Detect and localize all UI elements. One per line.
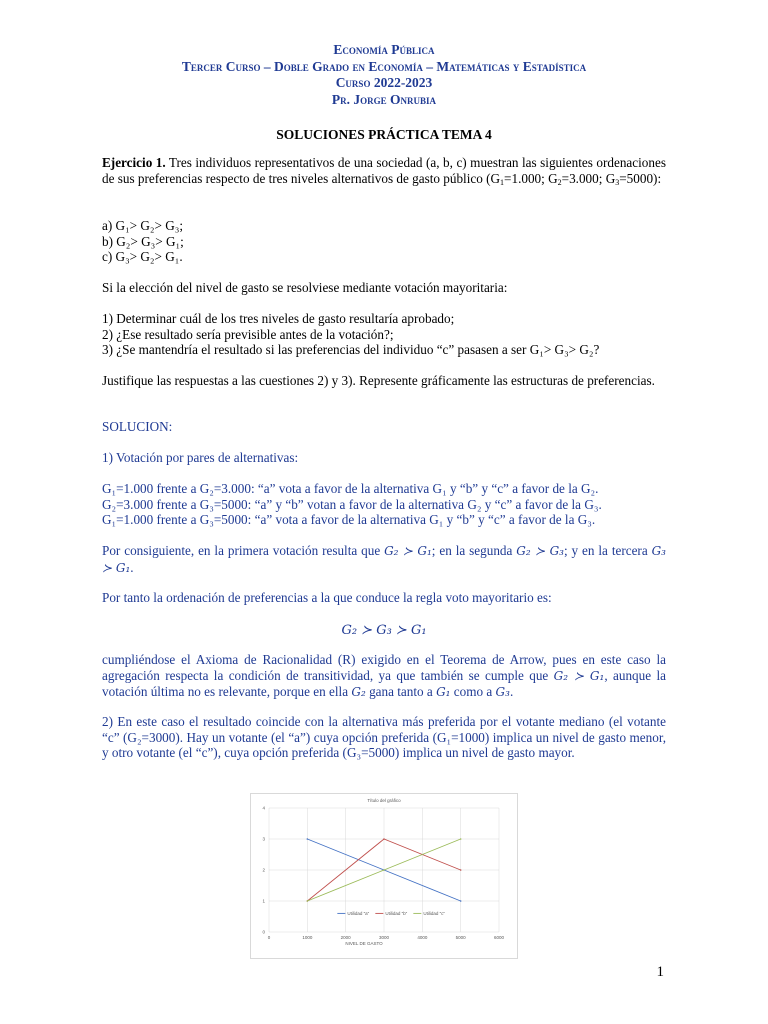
math-arrow-g1: G₁ xyxy=(436,685,451,700)
utility-chart-svg xyxy=(251,794,517,958)
solution-part2: 2) En este caso el resultado coincide con la alternativa más preferida por el votante mediano (el votante “c” (G₂=3000). Hay un votante (el “a”) cuya opción preferida (G₁=1000) implica un nivel de gasto menor, y otro votante (el “c”), cuya opción preferida (G₃=5000) implica un nivel de gasto mayor. xyxy=(102,714,666,761)
x-tick-label: 1000 xyxy=(302,935,313,940)
data-point xyxy=(307,900,309,902)
document-title: SOLUCIONES PRÁCTICA TEMA 4 xyxy=(276,127,492,142)
question-1: 1) Determinar cuál de los tres niveles de gasto resultaría aprobado; xyxy=(102,311,455,326)
question-2: 2) ¿Ese resultado sería previsible antes de la votación?; xyxy=(102,326,394,342)
data-point xyxy=(460,869,462,871)
consequence-paragraph xyxy=(102,543,666,576)
exercise-intro-b: =1.000; G xyxy=(504,170,558,186)
math-g3-over-g1: G₃ ≻ G₁ xyxy=(102,544,666,575)
ordering-b: b) G₂> G₃> G₁; xyxy=(102,233,184,249)
document-header xyxy=(0,42,768,108)
math-arrow-g2: G₂ xyxy=(351,685,366,700)
exercise-statement: Ejercicio 1. Tres individuos representativos de una sociedad (a, b, c) muestran las siguientes ordenaciones de sus preferencias respecto de tres niveles alternativos de gasto público ($G_1=1.000$; $G_2=3.000$; $G_3=5000$): xyxy=(102,155,666,187)
degree-line: Tercer Curso – Doble Grado en Economía – Matemáticas y Estadística xyxy=(181,58,587,74)
data-point xyxy=(307,838,309,840)
x-tick-label: 3000 xyxy=(378,935,390,940)
pairwise-vote-2: G₂=3.000 frente a G₃=5000: “a” y “b” votan a favor de la alternativa G₂ y “c” a favor de la G₃. xyxy=(102,496,602,512)
y-tick-label: 0 xyxy=(262,929,265,935)
math-arrow-g2-over-g1: G₂ ≻ G₁ xyxy=(553,668,605,683)
y-tick-label: 4 xyxy=(262,805,265,811)
exercise-intro-c: =3.000; G xyxy=(561,170,616,186)
consequence-text-c: ; y en la tercera xyxy=(563,543,652,558)
academic-year: Curso 2022-2023 xyxy=(335,75,433,90)
consequence-text-a: Por consiguiente, en la primera votación resulta que xyxy=(102,543,385,558)
arrow-text-d: como a xyxy=(450,684,496,700)
x-tick-label: 0 xyxy=(267,935,271,940)
justify-instruction: Justifique las respuestas a las cuestiones 2) y 3). Represente gráficamente las estructuras de preferencias. xyxy=(102,373,655,388)
data-point xyxy=(383,838,385,840)
x-tick-label: 2000 xyxy=(340,935,351,940)
chart-title: Título del gráfico xyxy=(367,798,401,803)
exercise-intro-d: =5000): xyxy=(619,170,662,186)
questions-list xyxy=(102,311,666,358)
arrow-text-b: , aunque la votación última no es relevante, porque en ella xyxy=(102,667,666,700)
ordering-c: c) G₃> G₂> G₁. xyxy=(102,249,183,265)
legend-label: Utilidad "b" xyxy=(385,910,408,916)
solution-heading: SOLUCION: xyxy=(102,419,173,434)
math-g2-over-g1: G₂ ≻ G₁ xyxy=(384,544,432,558)
professor-name: Pr. Jorge Onrubia xyxy=(331,91,437,107)
arrow-text-c: gana tanto a xyxy=(365,684,437,700)
data-point xyxy=(460,900,462,902)
preference-orderings xyxy=(102,218,666,265)
consequence-text-b: ; en la segunda xyxy=(431,543,517,558)
data-point xyxy=(460,838,462,840)
legend-label: Utilidad "c" xyxy=(423,910,446,916)
math-arrow-g3: G₃ xyxy=(495,685,510,700)
x-tick-label: 6000 xyxy=(493,935,505,940)
consequence-text-d: . xyxy=(130,559,134,575)
arrow-text-e: . xyxy=(509,684,514,700)
y-tick-label: 2 xyxy=(262,867,265,873)
x-tick-label: 5000 xyxy=(455,935,466,940)
y-tick-label: 3 xyxy=(262,836,265,842)
pairwise-vote-1: G₁=1.000 frente a G₂=3.000: “a” vota a favor de la alternativa G₁ y “b” y “c” a favor de la G₂. xyxy=(102,481,599,496)
exercise-label: Ejercicio 1. xyxy=(102,155,166,170)
ordering-a: a) G₁> G₂> G₃; xyxy=(102,218,184,233)
question-intro: Si la elección del nivel de gasto se resolviese mediante votación mayoritaria: xyxy=(102,280,508,295)
solution-part1-heading: 1) Votación por pares de alternativas: xyxy=(102,450,299,465)
x-axis-label: NIVEL DE GASTO xyxy=(345,941,383,946)
pairwise-votes xyxy=(102,481,666,528)
x-tick-label: 4000 xyxy=(417,935,428,940)
utility-chart xyxy=(250,793,518,959)
ordering-intro: Por tanto la ordenación de preferencias a la que conduce la regla voto mayoritario es: xyxy=(102,590,552,605)
legend-label: Utilidad "a" xyxy=(347,910,370,916)
social-ordering: G₂ ≻ G₃ ≻ G₁ xyxy=(341,623,427,638)
y-tick-label: 1 xyxy=(262,898,265,904)
arrow-paragraph xyxy=(102,652,666,701)
course-name: Economía Pública xyxy=(333,42,435,57)
page-number: 1 xyxy=(656,964,664,980)
social-ordering-equation xyxy=(102,622,666,639)
question-3: 3) ¿Se mantendría el resultado si las preferencias del individuo “c” pasasen a ser G₁> G₃> G₂? xyxy=(102,342,600,358)
data-point xyxy=(383,869,385,871)
exercise-intro: Tres individuos representativos de una sociedad (a, b, c) muestran las siguientes ordenaciones de sus preferencias respecto de tres niveles alternativos de gasto público (G xyxy=(102,155,666,186)
arrow-text-a: cumpliéndose el Axioma de Racionalidad (R) exigido en el Teorema de Arrow, pues en este caso la agregación respecta la condición de transitividad, ya que también se cumple que xyxy=(102,652,666,683)
pairwise-vote-3: G₁=1.000 frente a G₃=5000: “a” vota a favor de la alternativa G₁ y “b” y “c” a favor de la G₃. xyxy=(102,512,596,528)
math-g2-over-g3: G₂ ≻ G₃ xyxy=(516,544,564,558)
